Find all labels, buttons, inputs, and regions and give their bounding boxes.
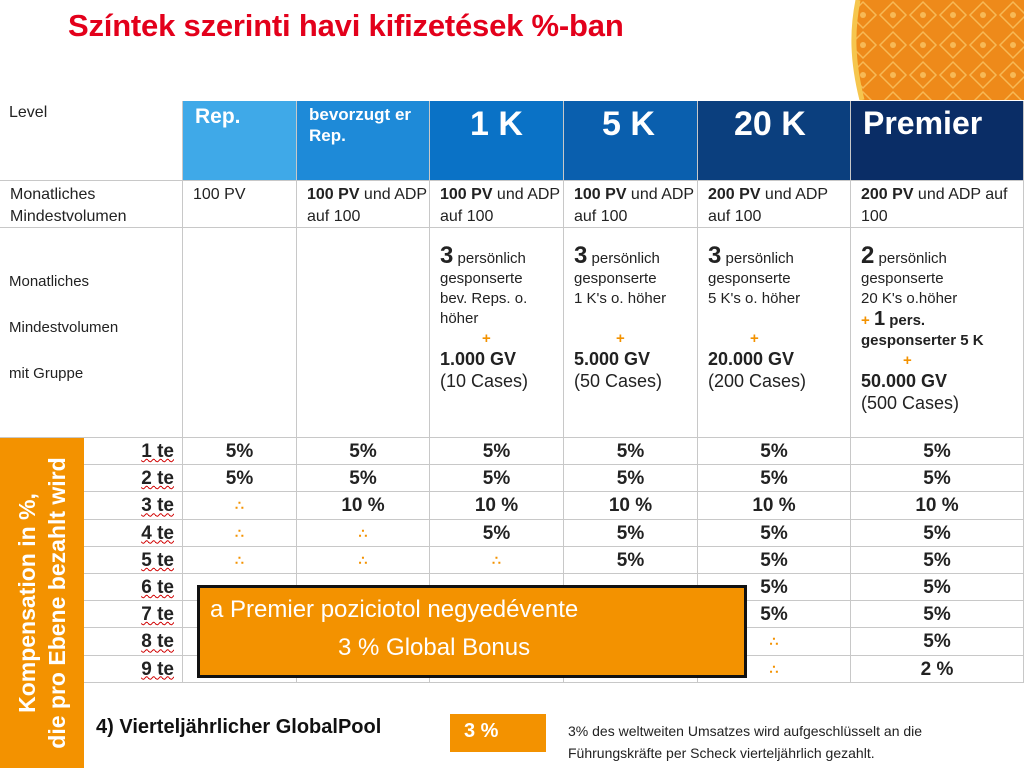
percent-cell: 10 % [430, 492, 564, 519]
percent-cell: ∴ [183, 492, 297, 519]
percent-cell: 5% [851, 574, 1024, 601]
plus-sign: + [903, 352, 912, 369]
percent-cell: 5% [698, 601, 851, 628]
min-volume-rest: und ADP auf 100 [307, 186, 427, 225]
percent-cell: 5% [851, 520, 1024, 547]
percent-cell: 5% [851, 438, 1024, 465]
percent-cell: ∴ [183, 547, 297, 574]
group-volume-label [0, 228, 183, 438]
level-20k: 20 K [698, 101, 851, 181]
min-volume-5k [564, 181, 698, 228]
percent-cell: 5% [698, 574, 851, 601]
percent-cell: 5% [851, 601, 1024, 628]
group-cases: (500 Cases) [861, 393, 960, 413]
percent-cell: 5% [698, 520, 851, 547]
page-title: Színtek szerinti havi kifizetések %-ban [68, 8, 624, 43]
row-label [84, 520, 183, 547]
group-text: gesponserte [440, 270, 523, 287]
level-1k: 1 K [430, 101, 564, 181]
group-text: gesponserter 5 K [861, 332, 984, 349]
min-volume-rep-value: 100 PV [193, 186, 246, 203]
row-label-text: 6 te [141, 577, 174, 598]
group-cases: (200 Cases) [708, 371, 807, 391]
row-label-text: 7 te [141, 604, 174, 626]
row-label-text: 5 te [141, 549, 174, 571]
row-label [84, 656, 183, 683]
min-volume-rep [183, 181, 297, 228]
percent-cell: 5% [851, 547, 1024, 574]
level-header-label: Level [0, 101, 183, 181]
level-bevorzugter-rep [297, 101, 430, 181]
percent-cell: 5% [698, 438, 851, 465]
sponsor-count: 2 [861, 242, 875, 269]
group-volume-bevorzugt [297, 228, 430, 438]
group-text: gesponserte [861, 270, 944, 287]
min-volume-label: Monatliches Mindestvolumen [0, 181, 183, 228]
row-label [84, 628, 183, 655]
group-text: persönlich [874, 250, 947, 267]
group-volume-value: 5.000 GV [574, 349, 651, 369]
group-text: 1 K's o. höher [574, 290, 667, 307]
min-volume-20k [698, 181, 851, 228]
row-label [84, 601, 183, 628]
group-text: höher [440, 310, 479, 327]
sponsor-count: 3 [574, 242, 588, 269]
percent-cell: 5% [430, 438, 564, 465]
percent-cell: 5% [851, 465, 1024, 492]
group-volume-1k [430, 228, 564, 438]
percent-cell: 5% [698, 547, 851, 574]
plus-sign: + [482, 330, 491, 347]
level-premier: Premier [851, 101, 1024, 181]
percent-cell: ∴ [297, 547, 430, 574]
globalpool-label: 4) Vierteljährlicher GlobalPool [96, 716, 382, 738]
percent-cell: 5% [183, 438, 297, 465]
percent-cell: ∴ [698, 628, 851, 655]
globalpool-value: 3 % [450, 714, 546, 752]
globalpool-desc-line: 3% des weltweiten Umsatzes wird aufgeschlüsselt an die [568, 723, 923, 739]
min-volume-bevorzugt [297, 181, 430, 228]
min-volume-1k [430, 181, 564, 228]
min-volume-rest: und ADP auf 100 [574, 186, 694, 225]
percent-cell: 10 % [564, 492, 698, 519]
row-label [84, 492, 183, 519]
percent-cell: 5% [297, 465, 430, 492]
percent-cell: 2 % [851, 656, 1024, 683]
row-label-text: 1 te [141, 441, 174, 462]
group-text: gesponserte [708, 270, 791, 287]
row-label-text: 3 te [141, 495, 174, 517]
min-volume-bold: 100 PV [574, 186, 627, 203]
min-volume-rest: und ADP auf 100 [440, 186, 560, 225]
min-volume-rest: und ADP auf 100 [861, 186, 1008, 225]
row-label [84, 547, 183, 574]
compensation-label-line: die pro Ebene bezahlt wird [44, 457, 70, 749]
percent-cell: 5% [430, 520, 564, 547]
min-volume-bold: 100 PV [440, 186, 493, 203]
plus-sign: + [861, 312, 870, 329]
row-label [84, 465, 183, 492]
level-bevorzugter-rep-text: bevorzugt er Rep. [309, 105, 412, 145]
sponsor-count: 1 [873, 308, 886, 330]
group-text: pers. [885, 312, 926, 329]
row-label [84, 438, 183, 465]
group-volume-value: 50.000 GV [861, 371, 948, 391]
percent-cell: 5% [698, 465, 851, 492]
row-label-text: 9 te [141, 658, 174, 680]
percent-cell: 5% [851, 628, 1024, 655]
group-volume-label-line: Mindestvolumen [9, 319, 119, 336]
level-5k: 5 K [564, 101, 698, 181]
compensation-vertical-label [12, 457, 72, 748]
percent-cell: 5% [183, 465, 297, 492]
plus-sign: + [616, 330, 625, 347]
group-text: persönlich [587, 250, 660, 267]
sponsor-count: 3 [440, 242, 454, 269]
group-text: persönlich [453, 250, 526, 267]
percent-cell: 5% [430, 465, 564, 492]
min-volume-premier [851, 181, 1024, 228]
percent-cell: ∴ [430, 547, 564, 574]
percent-cell: ∴ [698, 656, 851, 683]
group-volume-label-line: mit Gruppe [9, 365, 84, 382]
percent-cell: ∴ [297, 520, 430, 547]
group-volume-value: 20.000 GV [708, 349, 795, 369]
min-volume-bold: 200 PV [861, 186, 914, 203]
group-volume-20k [698, 228, 851, 438]
plus-sign: + [750, 330, 759, 347]
group-text: persönlich [721, 250, 794, 267]
pattern-graphic [848, 0, 1024, 100]
row-label-text: 2 te [141, 468, 174, 490]
compensation-label-line: Kompensation in %, [14, 493, 40, 713]
row-label-text: 4 te [141, 522, 174, 544]
percent-cell: 10 % [297, 492, 430, 519]
group-cases: (10 Cases) [440, 371, 529, 391]
decorative-corner-pattern [848, 0, 1024, 100]
group-text: gesponserte [574, 270, 657, 287]
percent-cell: 5% [297, 438, 430, 465]
group-volume-value: 1.000 GV [440, 349, 517, 369]
group-text: bev. Reps. o. [440, 290, 528, 307]
percent-cell: 5% [564, 438, 698, 465]
percent-cell: 10 % [698, 492, 851, 519]
min-volume-bold: 200 PV [708, 186, 761, 203]
sponsor-count: 3 [708, 242, 722, 269]
percent-cell: 5% [564, 520, 698, 547]
bonus-line-2: 3 % Global Bonus [338, 634, 531, 661]
bonus-line-1: a Premier poziciotol negyedévente [210, 596, 579, 623]
min-volume-bold: 100 PV [307, 186, 360, 203]
percent-cell: ∴ [183, 520, 297, 547]
row-label [84, 574, 183, 601]
group-volume-rep [183, 228, 297, 438]
level-rep: Rep. [183, 101, 297, 181]
globalpool-desc-line: Führungskräfte per Scheck vierteljährlich gezahlt. [568, 745, 875, 761]
percent-cell: 5% [564, 547, 698, 574]
group-text: 5 K's o. höher [708, 290, 801, 307]
percent-cell: 5% [564, 465, 698, 492]
min-volume-rest: und ADP auf 100 [708, 186, 828, 225]
percent-cell: 10 % [851, 492, 1024, 519]
global-bonus-callout [197, 585, 747, 678]
row-label-text: 8 te [141, 631, 174, 653]
group-text: 20 K's o.höher [861, 290, 958, 307]
group-cases: (50 Cases) [574, 371, 663, 391]
group-volume-5k [564, 228, 698, 438]
group-volume-premier [851, 228, 1024, 438]
group-volume-label-line: Monatliches [9, 273, 90, 290]
globalpool-description [568, 720, 1018, 764]
